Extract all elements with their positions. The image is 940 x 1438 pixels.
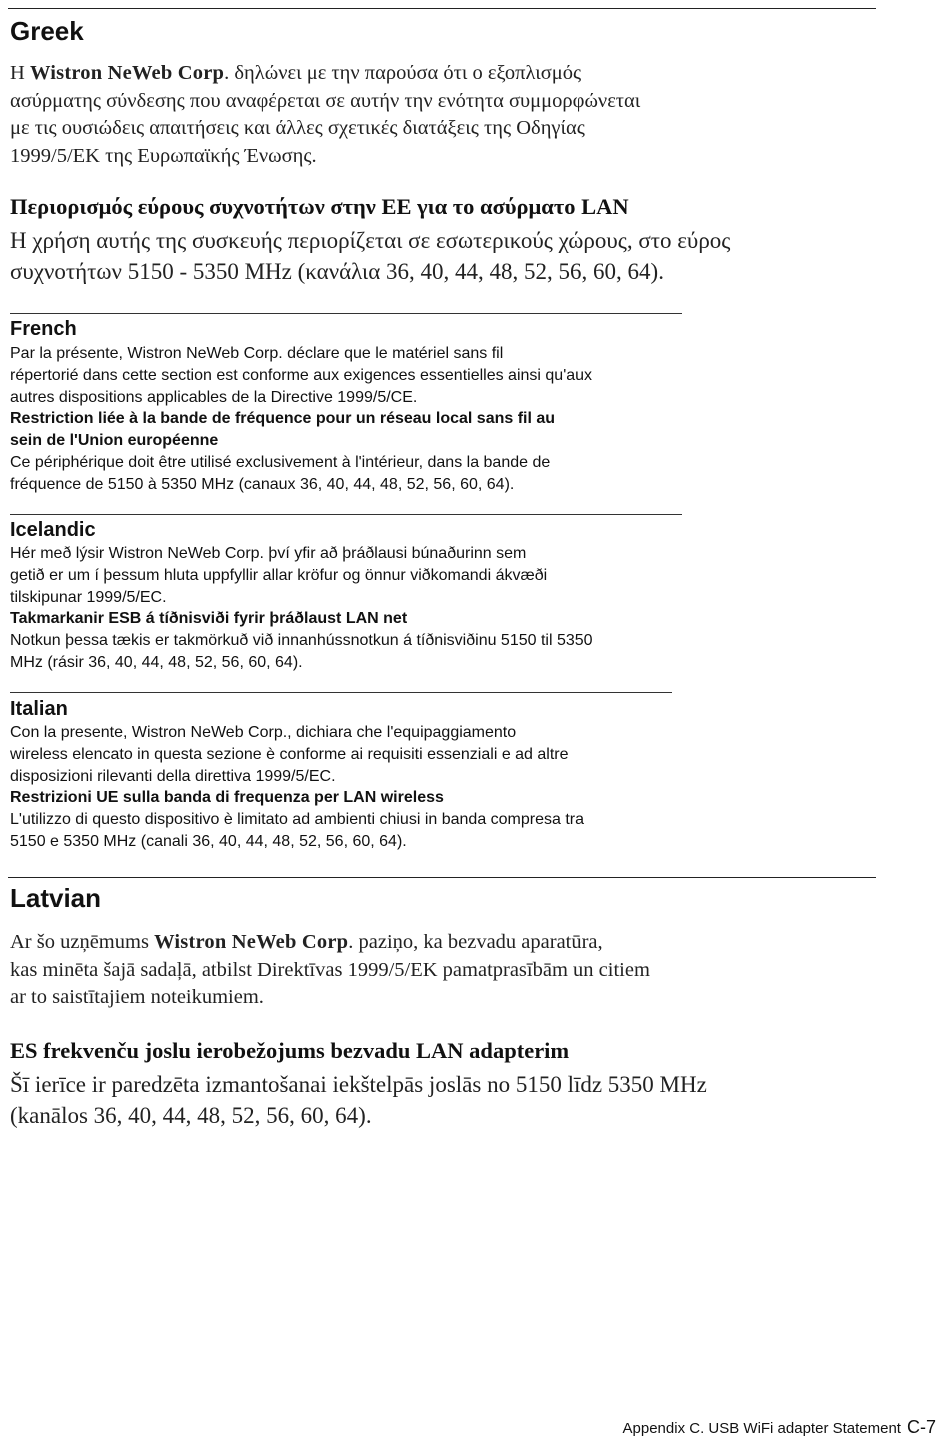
icelandic-line-1: Hér með lýsir Wistron NeWeb Corp. því yfir að þráðlausi búnaðurinn sem — [10, 545, 527, 562]
latvian-declaration-line-3: ar to saistītajiem noteikumiem. — [10, 986, 264, 1008]
french-section-title: French — [10, 318, 77, 340]
latvian-top-rule — [8, 877, 876, 878]
latvian-restriction-text — [10, 1069, 707, 1131]
latvian-declaration-line-2: kas minēta šajā sadaļā, atbilst Direktīvas 1999/5/EK pamatprasībām un citiem — [10, 958, 650, 981]
greek-declaration-line-2: ασύρματης σύνδεσης που αναφέρεται σε αυτήν την ενότητα συμμορφώνεται — [10, 89, 641, 112]
icelandic-declaration — [10, 543, 593, 674]
icelandic-restriction-line-1: Notkun þessa tækis er takmörkuð við innanhússnotkun á tíðnisviðinu 5150 til 5350 — [10, 632, 593, 650]
french-restriction-line-1: Ce périphérique doit être utilisé exclusivement à l'intérieur, dans la bande de — [10, 453, 551, 471]
greek-restriction-line-2: συχνοτήτων 5150 - 5350 MHz (κανάλια 36, 40, 44, 48, 52, 56, 60, 64). — [10, 259, 664, 284]
latvian-restriction-line-1: Šī ierīce ir paredzēta izmantošanai iekštelpās joslās no 5150 līdz 5350 MHz — [10, 1072, 707, 1097]
footer-label: Appendix C. USB WiFi adapter Statement — [622, 1420, 901, 1437]
greek-company-name: Wistron NeWeb Corp — [29, 62, 225, 84]
french-restriction-line-2: fréquence de 5150 à 5350 MHz (canaux 36, 40, 44, 48, 52, 56, 60, 64). — [10, 475, 515, 493]
page-footer — [623, 1417, 936, 1438]
french-declaration — [10, 343, 592, 496]
icelandic-line-2: getið er um í þessum hluta uppfyllir allar kröfur og önnur viðkomandi ákvæði — [10, 566, 548, 584]
greek-restriction-heading: Περιορισμός εύρους συχνοτήτων στην ΕΕ για το ασύρματο LAN — [10, 194, 629, 219]
greek-top-rule — [8, 8, 876, 9]
italian-line-2: wireless elencato in questa sezione è conforme ai requisiti essenziali e ad altre — [10, 745, 569, 763]
italian-line-3: disposizioni rilevanti della direttiva 1999/5/EC. — [10, 767, 336, 785]
italian-top-rule — [10, 692, 672, 693]
french-line-3: autres dispositions applicables de la Directive 1999/5/CE. — [10, 388, 418, 406]
icelandic-restriction-line-2: MHz (rásir 36, 40, 44, 48, 52, 56, 60, 64). — [10, 653, 303, 671]
icelandic-line-3: tilskipunar 1999/5/EC. — [10, 588, 167, 606]
greek-restriction-text — [10, 225, 730, 287]
french-restriction-heading-line-2: sein de l'Union européenne — [10, 432, 219, 450]
greek-declaration-line-1: Η Wistron NeWeb Corp. δηλώνει με την παρούσα ότι ο εξοπλισμός — [10, 62, 582, 84]
latvian-declaration-line-1: Ar šo uzņēmums Wistron NeWeb Corp. paziņo, ka bezvadu aparatūra, — [10, 931, 603, 953]
italian-restriction-line-1: L'utilizzo di questo dispositivo è limitato ad ambienti chiusi in banda compresa tra — [10, 811, 585, 829]
french-line-2: répertorié dans cette section est conforme aux exigences essentielles ainsi qu'aux — [10, 366, 593, 384]
icelandic-restriction-heading: Takmarkanir ESB á tíðnisviði fyrir þráðlaust LAN net — [10, 610, 408, 628]
italian-restriction-line-2: 5150 e 5350 MHz (canali 36, 40, 44, 48, 52, 56, 60, 64). — [10, 832, 407, 850]
greek-section-title: Greek — [10, 16, 84, 46]
latvian-restriction-line-2: (kanālos 36, 40, 44, 48, 52, 56, 60, 64). — [10, 1103, 372, 1128]
italian-declaration — [10, 722, 584, 853]
italian-section-title: Italian — [10, 698, 68, 720]
french-restriction-heading-line-1: Restriction liée à la bande de fréquence pour un réseau local sans fil au — [10, 410, 556, 428]
french-line-1: Par la présente, Wistron NeWeb Corp. déclare que le matériel sans fil — [10, 345, 504, 362]
greek-restriction-line-1: Η χρήση αυτής της συσκευής περιορίζεται σε εσωτερικούς χώρους, στο εύρος — [10, 228, 731, 253]
french-top-rule — [10, 313, 682, 314]
italian-line-1: Con la presente, Wistron NeWeb Corp., dichiara che l'equipaggiamento — [10, 724, 517, 741]
icelandic-top-rule — [10, 514, 682, 515]
greek-declaration — [10, 60, 640, 170]
greek-declaration-line-3: με τις ουσιώδεις απαιτήσεις και άλλες σχετικές διατάξεις της Οδηγίας — [10, 117, 585, 139]
latvian-section-title: Latvian — [10, 883, 102, 913]
greek-declaration-line-4: 1999/5/EK της Ευρωπαϊκής Ένωσης. — [10, 144, 317, 167]
italian-restriction-heading: Restrizioni UE sulla banda di frequenza per LAN wireless — [10, 789, 444, 807]
icelandic-section-title: Icelandic — [10, 519, 96, 541]
latvian-company-name: Wistron NeWeb Corp — [154, 931, 349, 953]
latvian-restriction-heading: ES frekvenču joslu ierobežojums bezvadu LAN adapterim — [10, 1038, 570, 1063]
latvian-declaration — [10, 929, 650, 1012]
page-number: C-7 — [906, 1417, 936, 1437]
